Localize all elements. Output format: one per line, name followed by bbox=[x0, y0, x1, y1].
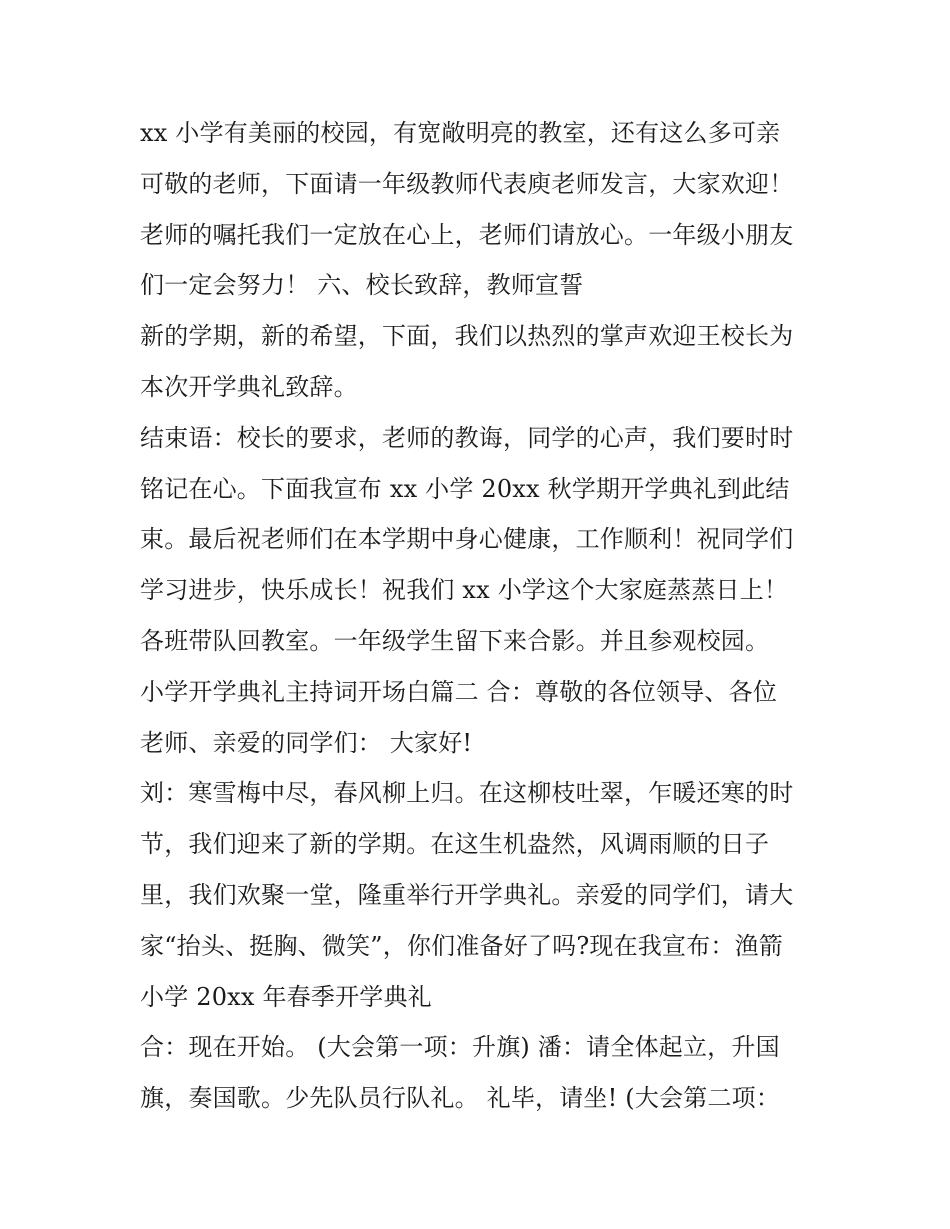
text-line: 老师、亲爱的同学们： 大家好! bbox=[140, 728, 473, 757]
text-line: 小学开学典礼主持词开场白篇二 合：尊敬的各位领导、各位 bbox=[140, 677, 778, 706]
text-line: 旗，奏国歌。少先队员行队礼。 礼毕，请坐! (大会第二项： bbox=[140, 1084, 781, 1113]
text-line: 小学 20xx 年春季开学典礼 bbox=[140, 982, 432, 1011]
text-line: 刘：寒雪梅中尽，春风柳上归。在这柳枝吐翠，乍暖还寒的时 bbox=[140, 779, 794, 808]
text-line: 结束语：校长的要求，老师的教诲，同学的心声，我们要时时 bbox=[140, 423, 794, 452]
text-line: 里，我们欢聚一堂，隆重举行开学典礼。亲爱的同学们，请大 bbox=[140, 880, 794, 909]
text-line: 铭记在心。下面我宣布 xx 小学 20xx 秋学期开学典礼到此结 bbox=[140, 474, 790, 503]
text-line: 节，我们迎来了新的学期。在这生机盎然，风调雨顺的日子 bbox=[140, 830, 770, 859]
text-line: 老师的嘱托我们一定放在心上，老师们请放心。一年级小朋友 bbox=[140, 220, 794, 249]
body-text bbox=[140, 108, 830, 1124]
text-line: 学习进步，快乐成长！祝我们 xx 小学这个大家庭蒸蒸日上！ bbox=[140, 576, 789, 605]
text-line: 们一定会努力！ 六、校长致辞，教师宣誓 bbox=[140, 271, 584, 300]
text-line: 本次开学典礼致辞。 bbox=[140, 372, 358, 401]
text-line: 束。最后祝老师们在本学期中身心健康，工作顺利！祝同学们 bbox=[140, 525, 794, 554]
text-line: 合：现在开始。 (大会第一项：升旗) 潘：请全体起立，升国 bbox=[140, 1033, 780, 1062]
text-line: 各班带队回教室。一年级学生留下来合影。并且参观校园。 bbox=[140, 626, 770, 655]
text-line: 新的学期，新的希望，下面，我们以热烈的掌声欢迎王校长为 bbox=[140, 322, 794, 351]
text-line: xx 小学有美丽的校园，有宽敞明亮的教室，还有这么多可亲 bbox=[140, 119, 781, 147]
text-line: 家“抬头、挺胸、微笑”，你们准备好了吗?现在我宣布：渔箭 bbox=[140, 931, 784, 960]
text-line: 可敬的老师，下面请一年级教师代表庾老师发言，大家欢迎！ bbox=[140, 169, 794, 198]
